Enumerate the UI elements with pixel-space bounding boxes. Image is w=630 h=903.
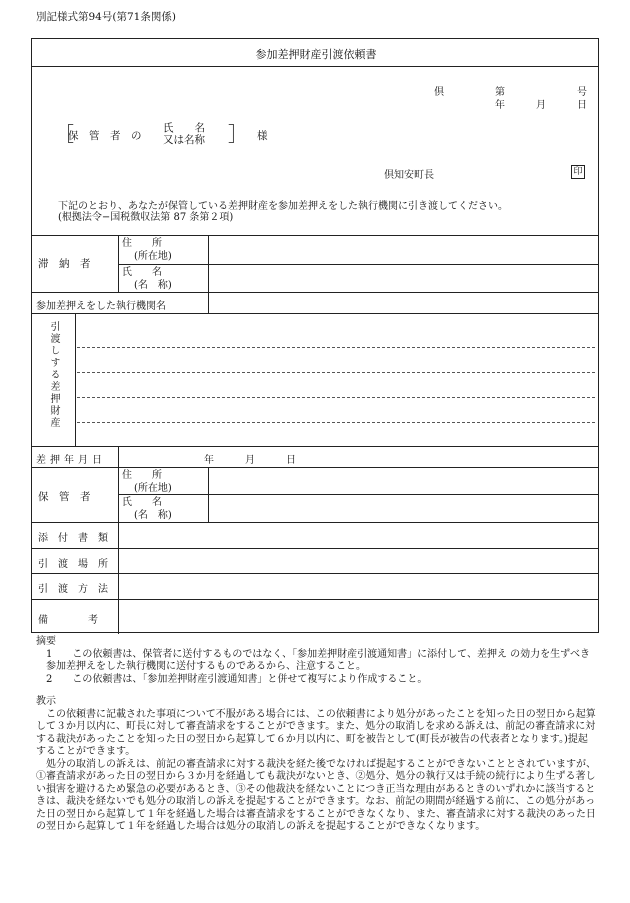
property-label: 引渡しする差押財産 — [48, 321, 59, 429]
instruction-para-1: この依頼書に記載された事項について不服がある場合には、この依頼書により処分があったことを知った日の翌日から起算して３か月以内に、町長に対して審査請求をすることができます。また、処分の取消しを求める訴えは、前記の審査請求に対する裁決があったことを知った日の翌日から起算して６か月以内に、町を被告として(町長が被告の代表者となります。)提起することができます。 — [36, 708, 596, 757]
divider — [208, 467, 209, 522]
divider — [32, 522, 598, 523]
delinquent-address-label — [122, 237, 206, 263]
date-day: 日 — [577, 100, 587, 111]
custodian-label: 保 管 者 — [38, 491, 91, 503]
custodian-name-label — [122, 496, 206, 522]
address-sub-label: (所在地) — [134, 483, 172, 494]
addressee-name-top: 氏 名 — [163, 122, 205, 134]
instruction-heading: 教示 — [36, 696, 56, 707]
seizure-day: 日 — [286, 455, 296, 466]
delivery-method-label: 引 渡 方 法 — [38, 584, 108, 595]
instruction-para-2: 処分の取消しの訴えは、前記の審査請求に対する裁決を経た後でなければ提起することができないこととされていますが、①審査請求があった日の翌日から３か月を経過しても裁決がないとき、②処分、処分の執行又は手続の続行により生ずる著しい損害を避けるため緊急の必要があるとき、③その他裁決を経ないことにつき正当な理由があるときのいずれかに該当するときは、裁決を経ないでも処分の取消しの訴えを提起することができます。なお、前記の期間が経過する前に、この処分があった日の翌日から起算して１年を経過した場合は審査請求をすることができなくなり、また、審査請求に対する裁決のあった日の翌日から起算して１年を経過した場合は処分の取消しの訴えを提起することができなくなります。 — [36, 758, 596, 832]
seizure-month: 月 — [245, 455, 255, 466]
delivery-place-label: 引 渡 場 所 — [38, 559, 108, 570]
divider — [118, 446, 119, 634]
name-sub-label: (名 称) — [134, 280, 172, 291]
divider — [32, 573, 598, 574]
doc-go: 号 — [577, 87, 587, 98]
divider — [32, 66, 598, 67]
seizure-year: 年 — [204, 455, 214, 466]
date-year: 年 — [495, 100, 505, 111]
spacer — [36, 686, 596, 696]
dashed-line — [77, 397, 595, 398]
divider — [75, 313, 76, 446]
dashed-line — [77, 372, 595, 373]
notes-section — [36, 636, 596, 834]
legal-reference: (根拠法令−国税徴収法第 87 条第２項) — [58, 212, 234, 223]
issuer-name: 倶知安町長 — [384, 170, 434, 181]
addressee-name-bottom: 又は名称 — [163, 134, 205, 146]
remarks-label: 備 考 — [38, 615, 98, 626]
summary-item-1: 1 この依頼書は、保管者に送付するものではなく、「参加差押財産引渡通知書」に添付して、差押え の効力を生ずべき参加差押えをした執行機関に送付するものであるから、注意すること。 — [46, 648, 590, 672]
honorific: 様 — [257, 130, 268, 142]
form-title: 参加差押財産引渡依頼書 — [255, 48, 377, 61]
divider — [32, 313, 598, 314]
seal-mark: 印 — [571, 165, 585, 179]
dashed-line — [77, 422, 595, 423]
bracket-right: ］ — [228, 122, 248, 146]
custodian-address-label — [122, 469, 206, 495]
divider — [32, 235, 598, 236]
address-label: 住 所 — [122, 470, 162, 481]
name-sub-label: (名 称) — [134, 510, 172, 521]
divider — [32, 548, 598, 549]
address-label: 住 所 — [122, 238, 162, 249]
divider — [118, 264, 598, 265]
divider — [32, 446, 598, 447]
attachments-label: 添 付 書 類 — [38, 533, 108, 544]
delinquent-name-label — [122, 266, 206, 292]
request-text: 下記のとおり、あなたが保管している差押財産を参加差押えをした執行機関に引き渡してください。 — [58, 201, 508, 212]
divider — [32, 599, 598, 600]
dashed-line — [77, 347, 595, 348]
doc-dai: 第 — [495, 87, 505, 98]
divider — [32, 467, 598, 468]
doc-prefix: 倶 — [434, 87, 444, 98]
delinquent-label: 滞 納 者 — [38, 258, 91, 270]
bracket-left: ［ — [54, 122, 74, 146]
date-month: 月 — [536, 100, 546, 111]
summary-item-2: 2 この依頼書は、「参加差押財産引渡通知書」と併せて複写により作成すること。 — [46, 673, 428, 685]
summary-heading: 摘要 — [36, 636, 56, 647]
form-number-label: 別記様式第94号(第71条関係) — [36, 11, 176, 23]
request-form — [31, 38, 599, 633]
agency-label: 参加差押えをした執行機関名 — [36, 301, 166, 312]
name-label: 氏 名 — [122, 267, 162, 278]
divider — [208, 235, 209, 313]
divider — [32, 292, 598, 293]
seizure-date-label: 差押年月日 — [36, 455, 106, 466]
addressee-name-label — [163, 122, 229, 146]
addressee-role: 保 管 者 の — [68, 130, 142, 142]
name-label: 氏 名 — [122, 497, 162, 508]
address-sub-label: (所在地) — [134, 251, 172, 262]
